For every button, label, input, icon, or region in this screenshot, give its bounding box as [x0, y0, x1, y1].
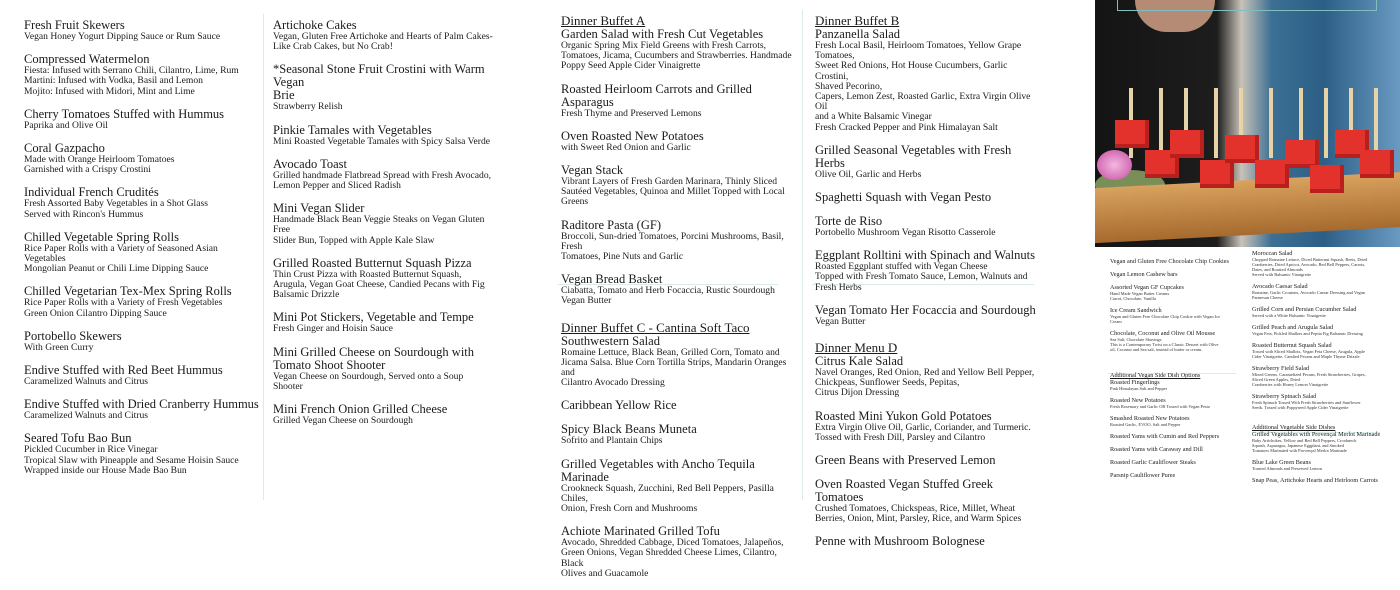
item-name: Cherry Tomatoes Stuffed with Hummus — [24, 106, 225, 121]
item-description: Handmade Black Bean Veggie Steaks on Vegan Gluten Free — [273, 214, 485, 236]
menu-item — [1252, 431, 1392, 453]
item-name: Grilled Seasonal Vegetables with Fresh Herbs — [815, 142, 1012, 170]
item-description: Sautéed Vegetables, Quinoa and Millet Topped with Local — [561, 186, 785, 198]
menu-item — [815, 478, 1040, 524]
menu-section — [561, 14, 796, 307]
menu-section — [815, 341, 1040, 548]
item-description: Balsamic Drizzle — [273, 289, 340, 301]
menu-item — [1110, 415, 1245, 427]
item-description: Sweet Red Onions, Hot House Cucumbers, Garlic Crostini, — [815, 60, 1008, 82]
item-name: Panzanella Salad — [815, 27, 901, 41]
item-description: Vegan and Gluten Free Chocolate Chip Cookie with Vegan Ice — [1110, 314, 1221, 319]
item-name: Roasted Fingerlings — [1110, 379, 1160, 386]
item-description: Fresh Herbs — [815, 281, 862, 293]
item-description: Rice Paper Rolls with a Variety of Fresh Vegetables — [24, 297, 223, 309]
watermelon-cube — [1255, 160, 1289, 188]
menu-item — [1252, 365, 1392, 387]
item-name: Individual French Crudités — [24, 185, 159, 200]
item-description: Vegan Honey Yogurt Dipping Sauce or Rum Sauce — [24, 31, 221, 42]
menu-item — [273, 311, 498, 334]
item-description: Topped with Fresh Tomato Sauce, Lemon, Walnuts and — [815, 271, 1028, 283]
menu-section — [273, 19, 498, 426]
item-name: Blue Lake Green Beans — [1252, 459, 1311, 466]
item-description: Tossed with Sliced Shallots, Vegan Feta Cheese, Arugula, Apple — [1252, 349, 1365, 354]
item-description: Seeds. Tossed with Poppyseed Apple Cider Vinaigrette — [1252, 405, 1349, 410]
menu-column-4 — [815, 14, 1040, 559]
menu-item — [273, 158, 498, 191]
menu-item — [1252, 283, 1392, 300]
item-name: Moroccan Salad — [1252, 250, 1293, 257]
menu-item — [815, 304, 1040, 327]
menu-item — [561, 335, 796, 389]
item-description: Cider Vinaigrette, Candied Pecans and Maple Thyme Drizzle — [1252, 354, 1360, 359]
item-description: Poppy Seed Apple Cider Vinaigrette — [561, 60, 701, 72]
item-name: Endive Stuffed with Red Beet Hummus — [24, 363, 223, 378]
item-description: Cranberries with Honey Lemon Vinaigrette — [1252, 382, 1329, 387]
item-description: Toasted Almonds and Preserved Lemon — [1252, 466, 1322, 471]
item-description: Caramelized Walnuts and Citrus — [24, 410, 149, 422]
menu-item — [273, 19, 498, 52]
item-description: Romaine Lettuce, Black Bean, Grilled Corn, Tomato and — [561, 346, 780, 358]
item-name: Chocolate, Coconut and Olive Oil Mousse — [1110, 330, 1216, 337]
watermelon-cube — [1310, 165, 1344, 193]
menu-item — [1110, 271, 1245, 278]
item-name: Snap Peas, Artichoke Hearts and Heirloom Carrots — [1252, 477, 1378, 484]
item-description: Vegan Cheese on Sourdough, Served onto a Soup — [273, 370, 464, 382]
item-name: Seared Tofu Bao Bun — [24, 431, 132, 446]
item-description: Fresh Spinach Tossed With Fresh Strawberries and Sunflower — [1252, 400, 1361, 405]
item-description: Crookneck Squash, Zucchini, Red Bell Peppers, Pasilla Chiles, — [561, 482, 774, 504]
item-name: Smashed Roasted New Potatoes — [1110, 415, 1190, 422]
item-description: Carrot, Chocolate, Vanilla — [1110, 296, 1156, 301]
item-name: Caribbean Yellow Rice — [561, 398, 677, 413]
item-description: Pickled Cucumber in Rice Vinegar — [24, 444, 158, 456]
item-description: Parmesan Cheese — [1252, 295, 1283, 300]
item-name: Coral Gazpacho — [24, 141, 105, 156]
menu-section — [24, 19, 262, 476]
item-description: Vegan Butter — [561, 295, 612, 307]
item-description: and a White Balsamic Vinegar — [815, 111, 932, 123]
item-description: Hand Made Vegan Butter Creams — [1110, 291, 1170, 296]
item-description: Shaved Pecorino, — [815, 80, 883, 92]
item-description: Squash, Asparagus, Japanese Eggplant, and Smoked — [1252, 443, 1344, 448]
item-name: *Seasonal Stone Fruit Crostini with Warm Vegan — [273, 62, 485, 90]
item-description: Wrapped inside our House Made Bao Bun — [24, 464, 187, 476]
item-name: Grilled Roasted Butternut Squash Pizza — [273, 255, 472, 270]
menu-item — [24, 364, 262, 387]
item-description: Crushed Tomatoes, Chickspeas, Rice, Millet, Wheat — [815, 503, 1016, 515]
item-name: Penne with Mushroom Bolognese — [815, 534, 985, 549]
menu-item — [1110, 397, 1245, 409]
item-description: Mongolian Peanut or Chili Lime Dipping Sauce — [24, 263, 209, 275]
item-description: Green Onions, Vegan Shredded Cheese Limes, Cilantro, Black — [561, 547, 777, 569]
item-name: Grilled Vegetables with Provençal Merlot Marinade — [1252, 431, 1381, 438]
item-name: Artichoke Cakes — [273, 18, 357, 32]
menu-item — [1110, 379, 1245, 391]
watermelon-cube — [1115, 120, 1149, 148]
item-description: Roasted Garlic, EVOO, Salt and Pepper — [1110, 422, 1181, 427]
item-name: Ice Cream Sandwich — [1110, 307, 1162, 314]
item-description: Tomatoes Marinated with Provençal Merlot Marinade — [1252, 448, 1347, 453]
item-name: Parsnip Cauliflower Puree — [1110, 472, 1176, 479]
section-title: Dinner Menu D — [815, 340, 898, 356]
menu-item — [1110, 284, 1245, 301]
item-description: Tropical Slaw with Pineapple and Sesame Hoisin Sauce — [24, 454, 239, 466]
skewer-pick — [1214, 88, 1218, 158]
menu-item — [1252, 459, 1392, 471]
item-description: Tossed with Fresh Dill, Parsley and Cilantro — [815, 431, 986, 443]
item-name: Torte de Riso — [815, 214, 883, 229]
item-description: Fiesta: Infused with Serrano Chili, Cilantro, Lime, Rum — [24, 65, 239, 77]
item-description: Cranberries, Dried Apricot, Avocado, Red Bell Peppers, Carrots, — [1252, 262, 1366, 267]
item-description: Fresh Thyme and Preserved Lemons — [561, 107, 702, 119]
menu-item — [1110, 258, 1245, 265]
menu-section — [1252, 424, 1392, 484]
menu-item — [24, 108, 262, 131]
item-name: Portobello Skewers — [24, 328, 122, 343]
menu-item — [815, 535, 1040, 548]
item-description: Olive Oil, Garlic and Herbs — [815, 168, 922, 180]
menu-item — [561, 28, 796, 72]
menu-item — [24, 285, 262, 318]
item-description: Grilled Vegan Cheese on Sourdough — [273, 415, 413, 427]
item-description: Tomatoes, — [815, 50, 855, 62]
menu-item — [273, 346, 498, 392]
item-description: Strawberry Relish — [273, 101, 343, 113]
item-name: Vegan Stack — [561, 163, 624, 178]
menu-item — [24, 142, 262, 175]
menu-section — [1110, 258, 1245, 352]
item-description: Tomatoes, Pine Nuts and Garlic — [561, 251, 684, 263]
item-name: Mini Vegan Slider — [273, 201, 365, 216]
menu-item — [1110, 307, 1245, 324]
item-description: Vibrant Layers of Fresh Garden Marinara, Thinly Sliced — [561, 176, 778, 188]
item-name: Roasted Mini Yukon Gold Potatoes — [815, 408, 992, 423]
item-name: Compressed Watermelon — [24, 52, 150, 67]
item-description: Romaine, Garlic Croutons, Avocado Caesar Dressing and Vegan — [1252, 290, 1365, 295]
menu-section — [1110, 372, 1245, 479]
item-description: Tomatoes, Jicama, Cucumbers and Strawberries. Handmade — [561, 50, 792, 62]
menu-item — [815, 410, 1040, 443]
item-description: Caramelized Walnuts and Citrus — [24, 376, 149, 388]
small-menu-column-1 — [1110, 258, 1245, 485]
menu-item — [815, 191, 1040, 204]
menu-item — [561, 399, 796, 412]
item-description: With Green Curry — [24, 341, 94, 353]
section-title: Additional Vegetable Side Dishes — [1252, 424, 1336, 431]
menu-item — [24, 432, 262, 476]
skewer-pick — [1269, 88, 1273, 158]
item-name: Mini Pot Stickers, Vegetable and Tempe — [273, 310, 474, 325]
item-description: Chopped Romaine Lettuce, Diced Butternut Squash, Beets, Dried — [1252, 257, 1368, 262]
item-name: Avocado Caesar Salad — [1252, 283, 1308, 290]
menu-item — [1110, 446, 1245, 453]
item-name: Strawberry Spinach Salad — [1252, 393, 1317, 400]
item-description: Made with Orange Heirloom Tomatoes — [24, 154, 175, 166]
item-description: Greens — [561, 196, 589, 208]
item-name: Oven Roasted New Potatoes — [561, 128, 704, 143]
item-name: Assorted Vegan GF Cupcakes — [1110, 284, 1184, 291]
item-name: Achiote Marinated Grilled Tofu — [561, 524, 720, 539]
item-name: Oven Roasted Vegan Stuffed Greek Tomatoes — [815, 477, 993, 505]
item-description: Sea Salt, Chocolate Shavings — [1110, 337, 1162, 342]
menu-item — [1110, 472, 1245, 479]
watermelon-cube — [1170, 130, 1204, 158]
item-description: Sliced Green Apples, Dried — [1252, 377, 1301, 382]
skewer-pick — [1374, 88, 1378, 158]
menu-item — [1252, 342, 1392, 359]
menu-item — [24, 186, 262, 219]
menu-item — [815, 28, 1040, 133]
item-name: Citrus Kale Salad — [815, 354, 904, 369]
item-name: Roasted Heirloom Carrots and Grilled Asparagus — [561, 81, 752, 109]
item-description: Served with Rincon's Hummus — [24, 208, 144, 220]
item-name: Roasted Garlic Cauliflower Steaks — [1110, 459, 1196, 466]
item-description: Served with a White Balsamic Vinaigrette — [1252, 313, 1326, 318]
menu-item — [1252, 393, 1392, 410]
item-description: Fresh Rosemary and Garlic OR Tossed with Vegan Pesto — [1110, 404, 1211, 409]
menu-item — [561, 219, 796, 263]
menu-item — [1110, 330, 1245, 352]
menu-item — [815, 215, 1040, 238]
item-name: Chilled Vegetarian Tex-Mex Spring Rolls — [24, 284, 232, 299]
item-description: Fresh Assorted Baby Vegetables in a Shot Glass — [24, 198, 208, 210]
menu-item — [24, 19, 262, 42]
menu-section — [815, 14, 1040, 327]
menu-item — [561, 164, 796, 208]
item-description: Mojito: Infused with Midori, Mint and Lime — [24, 85, 195, 97]
item-name: Roasted New Potatoes — [1110, 397, 1166, 404]
item-name: Grilled Corn and Persian Cucumber Salad — [1252, 306, 1357, 313]
item-description: Vegan, Gluten Free Artichoke and Hearts of Palm Cakes- — [273, 31, 493, 42]
menu-item — [561, 525, 796, 579]
item-description: Mixed Greens, Caramelized Pecans, Fresh Strawberries, Grapes, — [1252, 372, 1366, 377]
item-name: Spaghetti Squash with Vegan Pesto — [815, 190, 992, 205]
item-description: This is a Contemporary Twist on a Classic Dessert with Olive — [1110, 342, 1219, 347]
section-title: Dinner Buffet A — [561, 13, 646, 28]
item-description: Fresh Local Basil, Heirloom Tomatoes, Yellow Grape — [815, 40, 1022, 51]
item-description: Navel Oranges, Red Onion, Red and Yellow Bell Pepper, — [815, 367, 1035, 379]
watermelon-cube — [1200, 160, 1234, 188]
menu-item — [1252, 250, 1392, 277]
menu-item — [561, 458, 796, 515]
menu-item — [815, 249, 1040, 293]
menu-item — [1252, 477, 1392, 484]
item-name: Vegan Tomato Her Focaccia and Sourdough — [815, 302, 1036, 317]
menu-item — [1252, 324, 1392, 336]
item-description: Arugula, Vegan Goat Cheese, Candied Pecans with Fig — [273, 279, 485, 291]
item-name: Roasted Yams with Cumin and Red Peppers — [1110, 433, 1220, 440]
item-description: Like Crab Cakes, but No Crab! — [273, 41, 393, 53]
section-title: Additional Vegan Side Dish Options — [1110, 372, 1201, 379]
menu-item — [273, 124, 498, 147]
item-name-continued: Tomato Shoot Shooter — [273, 357, 386, 372]
menu-item — [24, 53, 262, 97]
item-name: Mini French Onion Grilled Cheese — [273, 402, 448, 417]
item-name: Chilled Vegetable Spring Rolls — [24, 229, 179, 244]
item-name: Spicy Black Beans Muneta — [561, 422, 697, 437]
menu-column-2 — [273, 19, 498, 437]
item-name: Mini Grilled Cheese on Sourdough with — [273, 344, 475, 359]
menu-item — [24, 231, 262, 275]
item-name: Roasted Butternut Squash Salad — [1252, 342, 1332, 349]
item-description: Vegetables — [24, 253, 66, 265]
menu-item — [273, 403, 498, 426]
menu-item — [24, 330, 262, 353]
section-title: Dinner Buffet C - Cantina Soft Taco — [561, 319, 750, 335]
item-name-continued: Brie — [273, 88, 295, 103]
item-description: Broccoli, Sun-dried Tomatoes, Porcini Mushrooms, Basil, Fresh — [561, 230, 784, 252]
watermelon-cube — [1225, 135, 1259, 163]
item-name: Avocado Toast — [273, 156, 347, 171]
item-description: Extra Virgin Olive Oil, Garlic, Coriander, and Turmeric. — [815, 421, 1031, 433]
item-description: Served with Balsamic Vinaigrette — [1252, 272, 1312, 277]
item-description: Garnished with a Crispy Crostini — [24, 164, 151, 176]
menu-item — [1252, 306, 1392, 318]
menu-item — [1110, 433, 1245, 440]
item-description: with Sweet Red Onion and Garlic — [561, 141, 691, 153]
item-description: Olives and Guacamole — [561, 567, 649, 579]
item-name: Southwestern Salad — [561, 333, 660, 348]
menu-item — [815, 454, 1040, 467]
item-description: Jicama Salsa. Blue Corn Tortilla Strips, Mandarin Oranges and — [561, 356, 787, 379]
menu-item — [561, 273, 796, 306]
item-description: Pink Himalayan Salt and Pepper — [1110, 386, 1168, 391]
item-description: Sofrito and Plantain Chips — [561, 435, 663, 447]
item-name: Vegan and Gluten Free Chocolate Chip Cookies — [1110, 258, 1229, 265]
item-name: Fresh Fruit Skewers — [24, 18, 125, 32]
menu-item — [273, 257, 498, 301]
item-name: Grilled Vegetables with Ancho Tequila Marinade — [561, 456, 755, 484]
item-description: Baby Artichokes, Yellow and Red Bell Peppers, Crookneck — [1252, 438, 1357, 443]
item-name: Grilled Peach and Arugula Salad — [1252, 324, 1334, 331]
item-description: Chickpeas, Sunflower Seeds, Pepitas, — [815, 377, 960, 389]
item-description: Fresh Cracked Pepper and Pink Himalayan Salt — [815, 121, 998, 133]
item-description: Vegan Feta, Pickled Shallots and Pepita Fig Balsamic Dressing — [1252, 331, 1363, 336]
item-description: Lemon Pepper and Sliced Radish — [273, 180, 401, 192]
menu-item — [24, 398, 262, 421]
item-name: Vegan Lemon Cashew bars — [1110, 271, 1178, 278]
item-description: Cilantro Avocado Dressing — [561, 377, 665, 389]
item-name: Garden Salad with Fresh Cut Vegetables — [561, 27, 764, 41]
menu-item — [561, 130, 796, 153]
menu-item — [561, 423, 796, 446]
item-description: Avocado, Shredded Cabbage, Diced Tomatoes, Jalapeños, — [561, 537, 784, 549]
item-description: Berries, Onion, Mint, Parsley, Rice, and Warm Spices — [815, 513, 1022, 525]
menu-item — [561, 83, 796, 119]
menu-item — [1110, 459, 1245, 466]
menu-item — [815, 144, 1040, 180]
column-divider — [263, 14, 264, 500]
item-name: Vegan Bread Basket — [561, 272, 663, 287]
item-description: Shooter — [273, 380, 303, 392]
item-description: Slider Bun, Topped with Apple Kale Slaw — [273, 234, 435, 246]
item-description: Portobello Mushroom Vegan Risotto Casserole — [815, 227, 996, 239]
item-description: Rice Paper Rolls with a Variety of Seasoned Asian — [24, 242, 218, 254]
item-description: Organic Spring Mix Field Greens with Fresh Carrots, — [561, 40, 767, 51]
item-description: Cream — [1110, 319, 1122, 324]
item-description: oil, Coconut and Sea salt, instead of butter or cream. — [1110, 347, 1203, 352]
skewer-pick — [1159, 88, 1163, 158]
item-name: Strawberry Field Salad — [1252, 365, 1310, 372]
small-menu-column-2 — [1252, 250, 1392, 490]
item-name: Raditore Pasta (GF) — [561, 217, 661, 232]
item-description: Onion, Fresh Corn and Mushrooms — [561, 503, 698, 515]
item-description: Mini Roasted Vegetable Tamales with Spicy Salsa Verde — [273, 135, 491, 147]
item-name: Eggplant Rolltini with Spinach and Walnuts — [815, 248, 1035, 263]
item-description: Capers, Lemon Zest, Roasted Garlic, Extra Virgin Olive Oil — [815, 91, 1031, 113]
item-description: Roasted Eggplant stuffed with Vegan Cheese — [815, 261, 988, 273]
column-divider — [802, 10, 803, 500]
item-description: Ciabatta, Tomato and Herb Focaccia, Rustic Sourdough — [561, 285, 775, 297]
item-name: Pinkie Tamales with Vegetables — [273, 122, 432, 137]
item-description: Thin Crust Pizza with Roasted Butternut Squash, — [273, 268, 462, 280]
section-title: Dinner Buffet B — [815, 13, 900, 28]
menu-item — [273, 202, 498, 246]
item-description: Dates, and Roasted Almonds — [1252, 267, 1303, 272]
menu-column-3 — [561, 14, 796, 590]
menu-section — [1252, 250, 1392, 410]
item-description: Grilled handmade Flatbread Spread with Fresh Avocado, — [273, 169, 492, 181]
item-description: Vegan Butter — [815, 315, 866, 327]
menu-item — [815, 355, 1040, 399]
menu-column-1 — [24, 19, 262, 487]
watermelon-cube — [1360, 150, 1394, 178]
item-name: Endive Stuffed with Dried Cranberry Hummus — [24, 397, 259, 412]
skewer-pick — [1324, 88, 1328, 158]
item-description: Fresh Ginger and Hoisin Sauce — [273, 323, 393, 335]
watermelon-cube — [1285, 140, 1319, 168]
watermelon-skewers-photo — [1095, 0, 1400, 247]
item-description: Paprika and Olive Oil — [24, 119, 108, 131]
item-description: Martini: Infused with Vodka, Basil and Lemon — [24, 75, 203, 87]
item-description: Citrus Dijon Dressing — [815, 387, 900, 399]
menu-item — [273, 63, 498, 112]
item-name: Green Beans with Preserved Lemon — [815, 453, 996, 468]
item-name: Roasted Yams with Caraway and Dill — [1110, 446, 1203, 453]
item-description: Green Onion Cilantro Dipping Sauce — [24, 307, 167, 319]
menu-section — [561, 321, 796, 579]
